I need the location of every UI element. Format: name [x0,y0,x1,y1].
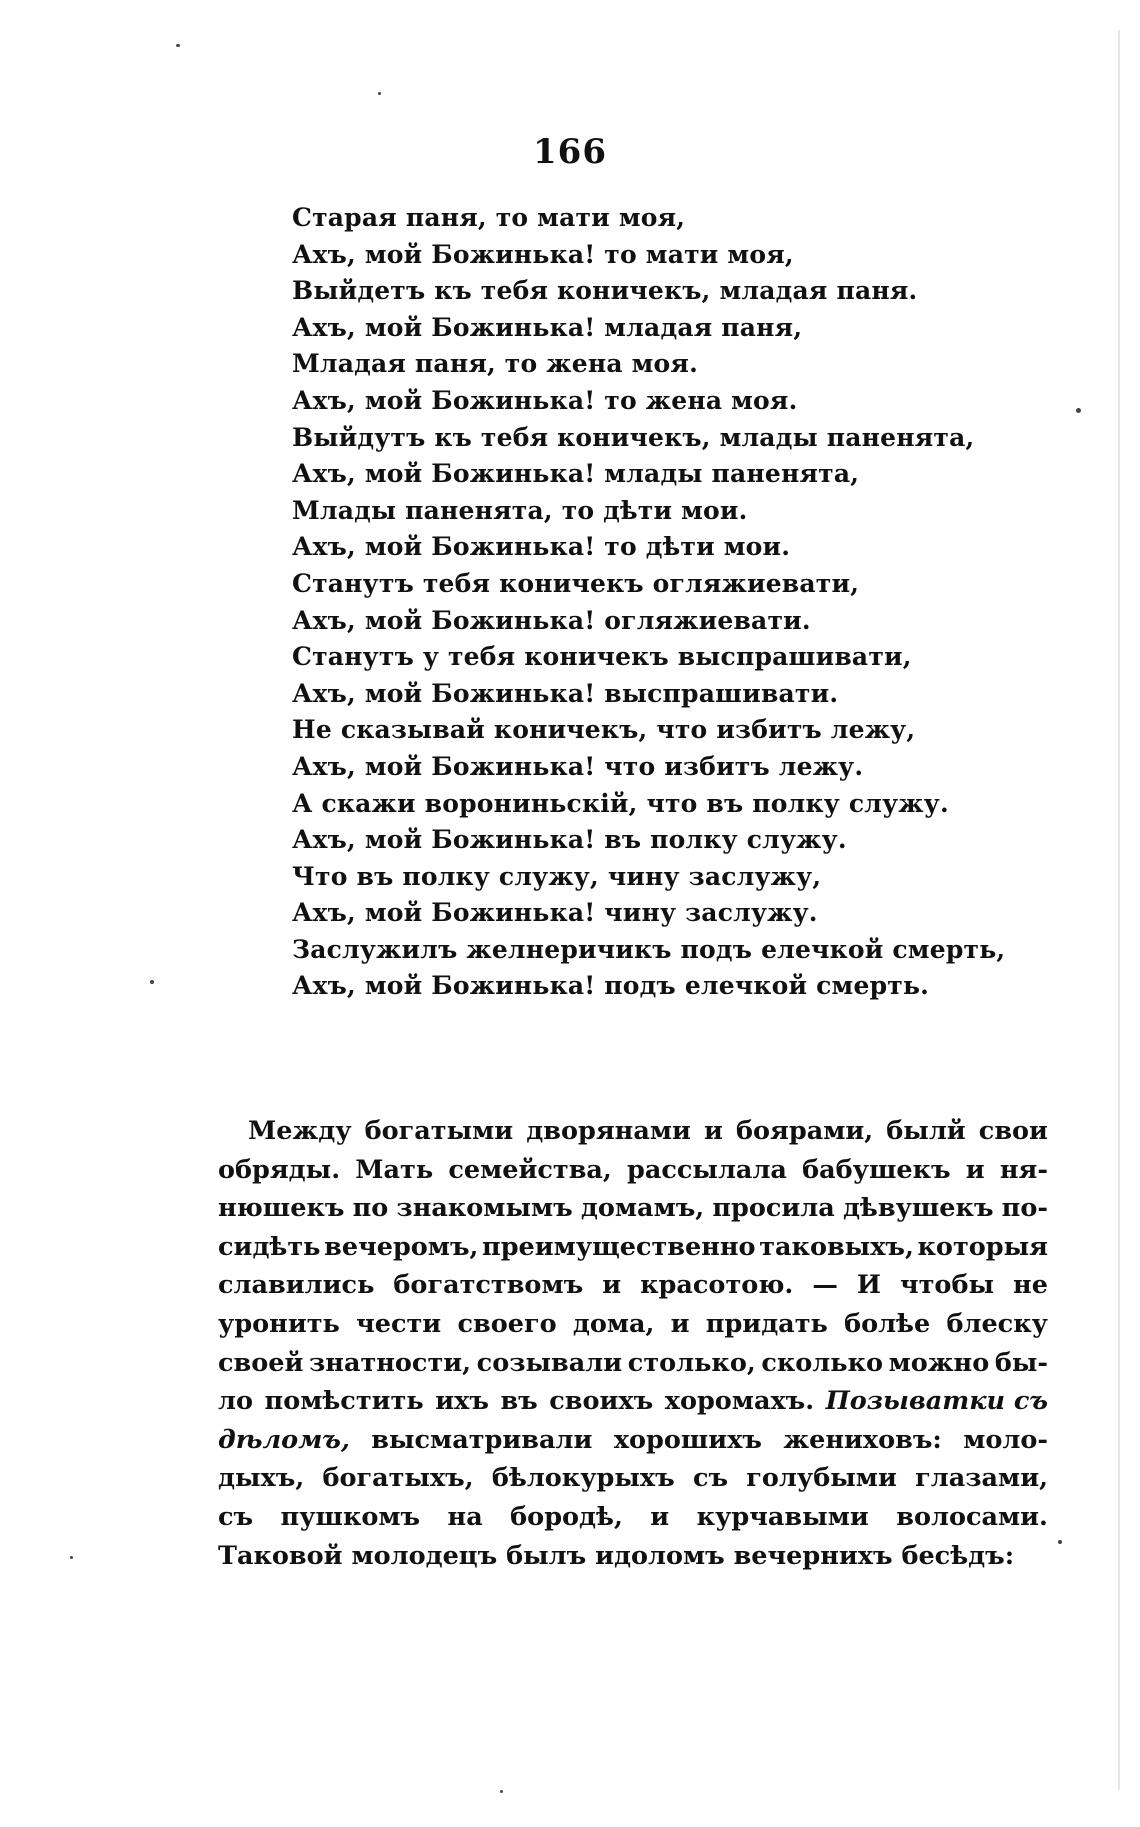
word: столько, [627,1347,756,1378]
word: не [1013,1270,1048,1301]
word: ня- [999,1154,1048,1185]
verse-line: Ахъ, мой Божинька! младая паня, [292,312,803,342]
prose-line [218,1112,1048,1151]
word: на [447,1501,483,1532]
verse-line: Ахъ, мой Божинька! то мати моя, [292,239,794,269]
word: свои [978,1116,1048,1146]
word: съ [692,1463,729,1494]
verse-line: Ахъ, мой Божинька! чину заслужу. [292,898,818,928]
word: можно [888,1347,990,1378]
verse-line: Не сказывай коничекъ, что избитъ лежу, [292,715,916,745]
word: семейства, [448,1154,612,1185]
word: дома, [572,1308,655,1339]
prose-line [218,1459,1048,1498]
verse-line: Станутъ у тебя коничекъ выспрашивати, [292,642,912,672]
word: чести [356,1308,442,1339]
song-verse [292,200,1012,1005]
scan-speck [500,1790,503,1793]
word: славились [218,1270,375,1301]
word: курчавыми [696,1501,869,1532]
word: глазами, [915,1463,1048,1494]
word: созывали [476,1347,623,1378]
verse-line: Выйдутъ къ тебя коничекъ, млады паненята, [292,422,975,452]
scan-speck [150,980,154,984]
word: Между [248,1116,352,1146]
word: знатности, [309,1347,472,1378]
word: бѣлокурыхъ [491,1463,675,1494]
prose-line [218,1537,1048,1576]
word: дѣвушекъ [842,1193,994,1224]
word: болѣе [844,1308,931,1339]
word: по [352,1193,389,1224]
word: высматривали [371,1424,593,1455]
word: домамъ, [580,1193,705,1224]
italic-term: Позыватки съ [825,1386,1048,1417]
word: своей [218,1347,304,1378]
verse-line: Выйдетъ къ тебя коничекъ, младая паня. [292,276,918,306]
word: чтобы [899,1270,995,1301]
word: голубыми [746,1463,897,1494]
word: нюшекъ [218,1193,345,1224]
word: уронить [218,1308,340,1339]
word: бы- [994,1347,1048,1378]
word: дыхъ, [218,1463,305,1494]
word: красотою. [640,1270,794,1301]
word: И [856,1270,881,1301]
prose-line [218,1305,1048,1344]
prose-line [218,1151,1048,1190]
verse-line: Ахъ, мой Божинька! млады паненята, [292,459,860,489]
word: бородѣ, [510,1501,623,1532]
word: по- [1001,1193,1048,1224]
verse-line: Ахъ, мой Божинька! то дѣти мои. [292,532,791,562]
verse-line: Младая паня, то жена моя. [292,349,698,379]
scan-speck [1076,408,1081,413]
word: богатыми [364,1116,514,1146]
page-edge-shadow [1118,30,1120,1790]
word: и [602,1270,622,1301]
word: и [670,1308,690,1339]
prose-line [218,1344,1048,1383]
word: таковыхъ, [759,1231,914,1262]
word: рассылала [626,1154,787,1185]
word: хорошихъ [613,1424,762,1455]
scan-speck [176,44,180,47]
word: ихъ [435,1386,489,1417]
word: которыя [917,1231,1048,1262]
word: придать [705,1308,828,1339]
verse-line: Ахъ, мой Божинька! въ полку служу. [292,825,847,855]
word: былй [886,1116,966,1146]
word: обряды. [218,1154,341,1185]
word: волосами. [896,1501,1048,1532]
word: ло [218,1386,253,1417]
verse-line: Станутъ тебя коничекъ огляжиевати, [292,568,860,598]
verse-line: Ахъ, мой Божинька! что избитъ лежу. [292,751,864,781]
verse-line: Ахъ, мой Божинька! то жена моя. [292,385,798,415]
word: своихъ [549,1386,654,1417]
page-number: 166 [533,132,607,172]
word: богатствомъ [393,1270,584,1301]
word: сидѣть [218,1231,321,1262]
word: и [704,1116,723,1146]
scan-speck [1058,1540,1062,1544]
prose-last-line-text: Таковой молодецъ былъ идоломъ вечернихъ бесѣдъ: [218,1540,1015,1571]
prose-paragraph [218,1112,1048,1575]
prose-line [218,1498,1048,1537]
prose-line [218,1266,1048,1305]
verse-line: Ахъ, мой Божинька! выспрашивати. [292,678,839,708]
word: съ [218,1501,254,1532]
verse-line: Что въ полку служу, чину заслужу, [292,861,822,891]
word: пушкомъ [280,1501,421,1532]
word: блеску [946,1308,1048,1339]
word: хоромахъ. [664,1386,815,1417]
word: вечеромъ, [324,1231,479,1262]
word: и [650,1501,670,1532]
verse-line: А скажи ворониньскій, что въ полку служу. [292,788,949,818]
verse-line: Млады паненята, то дѣти мои. [292,495,748,525]
word: дворянами [526,1116,691,1146]
word: — [812,1270,838,1301]
verse-line: Заслужилъ желнеричикъ подъ елечкой смерть, [292,934,1006,964]
prose-line [218,1189,1048,1228]
prose-line [218,1421,1048,1460]
prose-line [218,1382,1048,1421]
word: своего [457,1308,557,1339]
verse-line: Ахъ, мой Божинька! подъ елечкой смерть. [292,971,930,1001]
scan-speck [378,92,381,95]
word: богатыхъ, [322,1463,474,1494]
verse-line: Ахъ, мой Божинька! огляжиевати. [292,605,811,635]
word: моло- [963,1424,1048,1455]
word: помѣстить [264,1386,424,1417]
scan-speck [70,1556,73,1559]
word: преимущественно [482,1231,756,1262]
word: жениховъ: [783,1424,942,1455]
word: и [965,1154,985,1185]
prose-line [218,1228,1048,1267]
italic-term: дѣломъ, [218,1424,350,1455]
word: знакомымъ [396,1193,573,1224]
word: боярами, [736,1116,874,1146]
verse-line: Старая паня, то мати моя, [292,203,686,232]
word: просила [712,1193,835,1224]
word: Мать [355,1154,434,1185]
word: въ [500,1386,538,1417]
word: бабушекъ [802,1154,951,1185]
word: сколько [761,1347,884,1378]
